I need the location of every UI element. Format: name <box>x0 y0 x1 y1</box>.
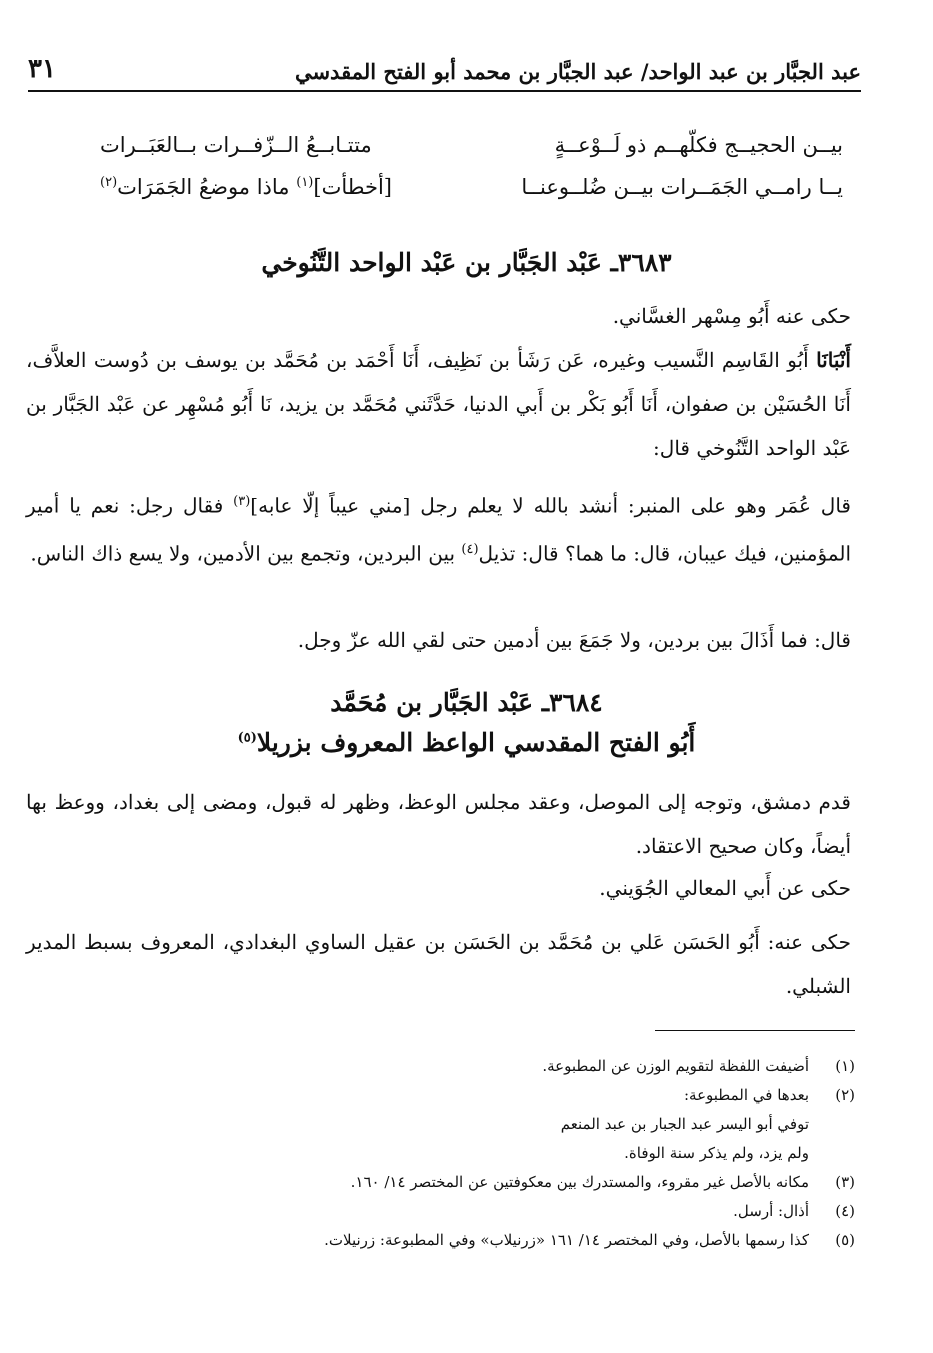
footnote-ref-4: (٤) <box>461 541 479 557</box>
footnote-number: (٣) <box>835 1173 855 1191</box>
footnote-2 <box>150 1081 855 1110</box>
report-part-a: قال عُمَر وهو على المنبر: أنشد بالله لا يعلم رجل [مني عيباً إلّا عابه] <box>250 493 851 518</box>
verse-line-1 <box>100 128 843 162</box>
anbana-keyword: أَنْبَانَا <box>816 348 851 372</box>
verse-1-second-hemistich: متتـابــعُ الــزّفــرات بــالعَبَــرات <box>100 133 372 157</box>
footnote-ref-2: (٢) <box>100 175 118 190</box>
entry-3683-p1: حكى عنه أَبُو مِسْهر الغسَّاني. <box>612 304 851 328</box>
footnote-text: توفي أبو اليسر عبد الجبار بن عبد المنعم <box>560 1115 809 1133</box>
footnote-number: (٥) <box>835 1231 855 1249</box>
footnote-3 <box>150 1168 855 1197</box>
verse-2-second-hemistich <box>100 175 392 199</box>
footnote-number <box>809 1139 855 1168</box>
footnote-text: بعدها في المطبوعة: <box>683 1086 809 1104</box>
footnote-5 <box>150 1226 855 1255</box>
footnote-number <box>809 1110 855 1139</box>
footnote-ref-1: (١) <box>296 175 314 190</box>
running-head-title: عبد الجبَّار بن عبد الواحد/ عبد الجبَّار بن محمد أبو الفتح المقدسي <box>294 59 861 84</box>
footnote-ref-3: (٣) <box>233 494 251 509</box>
running-head <box>28 52 861 92</box>
report-part-b: فقال رجل: نعم يا أمير المؤمنين، فيك عيبان، قال: ما هما؟ قال: تذيل <box>26 493 851 566</box>
entry-3683-isnad <box>26 338 851 470</box>
footnotes <box>150 1052 855 1255</box>
verse-line-2 <box>100 170 843 204</box>
entry-3684-p3: حكى عنه: أَبُو الحَسَن عَلي بن مُحَمَّد بن الحَسَن بن عقيل الساوي البغدادي، المعروف بسبط المدير الشبلي. <box>26 930 851 998</box>
entry-3683-p4: قال: فما أَذَالَ بين بردين، ولا جَمَعَ بين أدمين حتى لقي الله عزّ وجل. <box>297 628 851 652</box>
entry-3683-heading: ٣٦٨٣ـ عَبْد الجَبَّار بن عَبْد الواحد التَّنُوخي <box>261 248 672 277</box>
footnote-ref-5: (٥) <box>237 730 257 746</box>
footnote-text: ولم يزد، ولم يذكر سنة الوفاة. <box>624 1144 809 1162</box>
footnote-number: (٤) <box>835 1202 855 1220</box>
entry-3684-heading-line2 <box>60 728 873 757</box>
entry-3683-report <box>26 480 851 575</box>
verse-2-rest: ماذا موضعُ الجَمَرَات <box>117 175 297 199</box>
footnote-1 <box>150 1052 855 1081</box>
isnad-text: أَبُو القَاسِم النَّسيب وغيره، عَن رَشَأ بن نَظِيف، أَنَا أَحْمَد بن مُحَمَّد بن يوسف بن دُوست العلاَّف، أَنَا الحُسَيْن بن صفوان، أَنَا أَبُو بَكْر بن أَبي الدنيا، حَدَّثَني مُحَمَّد بن يزيد، نَا أَبُو مُسْهِر عن عَبْد الجَبَّار بن عَبْد الواحد التَّنُوخي قال: <box>26 348 851 460</box>
footnote-text: أذال: أرسل. <box>733 1202 809 1220</box>
entry-3684-p2: حكى عن أَبي المعالي الجُوَيني. <box>599 876 851 900</box>
entry-3684-p1: قدم دمشق، وتوجه إلى الموصل، وعقد مجلس الوعظ، وظهر له قبول، ومضى إلى بغداد، ووعظ بها أيضاً، وكان صحيح الاعتقاد. <box>26 790 851 858</box>
report-part-c: بين البردين، وتجمع بين الأدمين، ولا يسع ذاك الناس. <box>30 541 462 566</box>
footnote-2-verse-line-1 <box>150 1110 855 1139</box>
footnote-2-verse-line-2 <box>150 1139 855 1168</box>
footnote-number: (٢) <box>835 1086 855 1104</box>
entry-3684-heading-text: أَبُو الفتح المقدسي الواعظ المعروف بزريلا <box>256 728 696 757</box>
entry-3684-heading-line1: ٣٦٨٤ـ عَبْد الجَبَّار بن مُحَمَّد <box>330 688 603 717</box>
verse-2-bracket: [أخطأت] <box>313 175 392 199</box>
footnote-text: أضيفت اللفظة لتقويم الوزن عن المطبوعة. <box>542 1057 809 1075</box>
footnote-number: (١) <box>835 1057 855 1075</box>
verse-2-first-hemistich: يــا رامــي الجَمَــرات بيــن ضُلــوعنــا <box>521 175 843 199</box>
footnote-4 <box>150 1197 855 1226</box>
verse-1-first-hemistich: بيــن الحجيــج فكلّهــم ذو لَــوْعــةٍ <box>554 133 843 157</box>
footnote-divider <box>655 1030 855 1031</box>
footnote-text: كذا رسمها بالأصل، وفي المختصر ١٤/ ١٦١ «زرنيلاب» وفي المطبوعة: زرنيلات. <box>324 1231 809 1249</box>
page-number: ٣١ <box>28 54 56 84</box>
footnote-text: مكانه بالأصل غير مقروء، والمستدرك بين معكوفتين عن المختصر ١٤/ ١٦٠. <box>350 1173 809 1191</box>
